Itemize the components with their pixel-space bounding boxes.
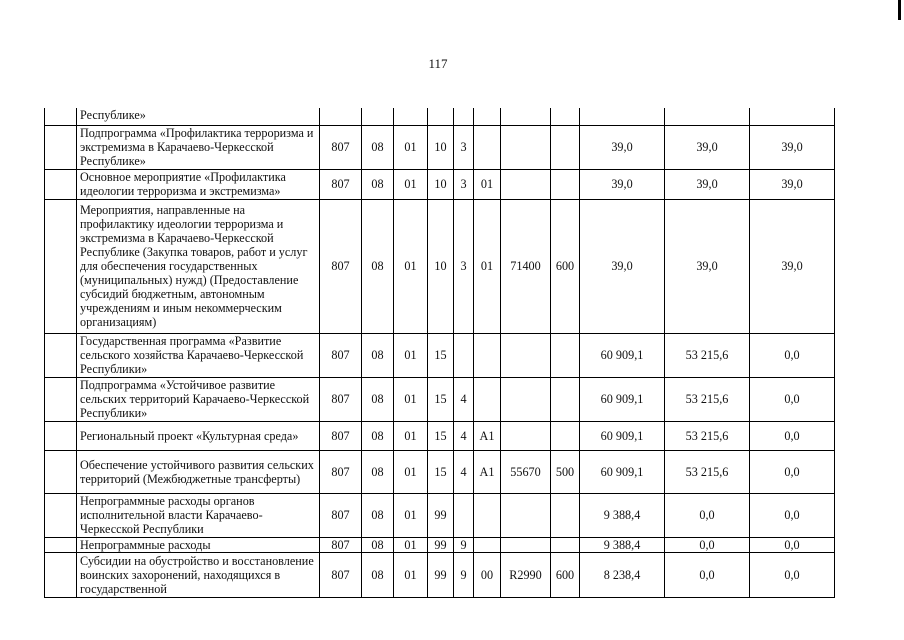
table-row xyxy=(45,125,835,169)
cell-cs-direction xyxy=(501,108,551,125)
cell-index xyxy=(45,537,77,552)
cell-sum-year2: 39,0 xyxy=(665,125,750,169)
cell-sum-year1: 39,0 xyxy=(580,169,665,199)
cell-sum-year3 xyxy=(750,108,835,125)
cell-cs-program: 99 xyxy=(428,552,454,597)
cell-sum-year1: 39,0 xyxy=(580,199,665,333)
cell-sum-year1: 60 909,1 xyxy=(580,450,665,493)
cell-cs-direction xyxy=(501,421,551,450)
cell-cs-subprogram: 4 xyxy=(454,377,474,421)
cell-cs-direction xyxy=(501,537,551,552)
cell-sum-year1: 60 909,1 xyxy=(580,333,665,377)
cell-cs-event xyxy=(474,333,501,377)
cell-sum-year2: 39,0 xyxy=(665,199,750,333)
cell-cs-event: А1 xyxy=(474,450,501,493)
cell-name: Непрограммные расходы органов исполнительной власти Карачаево-Черкесской Республики xyxy=(77,493,320,537)
cell-vr: 600 xyxy=(551,199,580,333)
cell-cs-program: 10 xyxy=(428,169,454,199)
cell-cs-subprogram: 3 xyxy=(454,125,474,169)
table-row xyxy=(45,421,835,450)
cell-cs-program xyxy=(428,108,454,125)
cell-vr: 600 xyxy=(551,552,580,597)
cell-sum-year2: 53 215,6 xyxy=(665,421,750,450)
cell-gr: 807 xyxy=(320,537,362,552)
cell-gr: 807 xyxy=(320,552,362,597)
cell-cs-event: А1 xyxy=(474,421,501,450)
cell-cs-event xyxy=(474,493,501,537)
cell-cs-program: 10 xyxy=(428,199,454,333)
cell-name: Мероприятия, направленные на профилактику идеологии терроризма и экстремизма в Карачаево-Черкесской Республике (Закупка товаров, работ и услуг для обеспечения государственных (муниципальных) нужд) (Предоставление субсидий бюджетным, автономным учреждениям и иным некоммерческим организациям) xyxy=(77,199,320,333)
cell-cs-direction: 55670 xyxy=(501,450,551,493)
cell-cs-event xyxy=(474,125,501,169)
cell-gr: 807 xyxy=(320,493,362,537)
cell-vr xyxy=(551,333,580,377)
budget-table xyxy=(44,108,835,598)
cell-cs-program: 99 xyxy=(428,537,454,552)
cell-gr: 807 xyxy=(320,377,362,421)
cell-gr: 807 xyxy=(320,450,362,493)
cell-cs-event: 00 xyxy=(474,552,501,597)
cell-name: Республике» xyxy=(77,108,320,125)
cell-cs-direction xyxy=(501,377,551,421)
cell-name: Субсидии на обустройство и восстановление воинских захоронений, находящихся в государственной xyxy=(77,552,320,597)
cell-sum-year1: 39,0 xyxy=(580,125,665,169)
page-number: 117 xyxy=(428,56,448,71)
cell-gr: 807 xyxy=(320,199,362,333)
cell-sum-year1: 8 238,4 xyxy=(580,552,665,597)
cell-pr: 01 xyxy=(394,333,428,377)
cell-rz xyxy=(362,108,394,125)
cell-name: Подпрограмма «Устойчивое развитие сельских территорий Карачаево-Черкесской Республики» xyxy=(77,377,320,421)
cell-pr: 01 xyxy=(394,169,428,199)
cell-name: Государственная программа «Развитие сельского хозяйства Карачаево-Черкесской Республики» xyxy=(77,333,320,377)
cell-index xyxy=(45,421,77,450)
cell-sum-year1 xyxy=(580,108,665,125)
cell-sum-year3: 0,0 xyxy=(750,450,835,493)
cell-sum-year2: 53 215,6 xyxy=(665,333,750,377)
cell-cs-direction xyxy=(501,125,551,169)
cell-cs-program: 15 xyxy=(428,421,454,450)
scan-edge-mark xyxy=(898,0,901,20)
cell-cs-subprogram xyxy=(454,108,474,125)
cell-index xyxy=(45,199,77,333)
table-row xyxy=(45,169,835,199)
cell-sum-year1: 60 909,1 xyxy=(580,421,665,450)
cell-cs-direction xyxy=(501,493,551,537)
cell-index xyxy=(45,552,77,597)
cell-sum-year1: 9 388,4 xyxy=(580,537,665,552)
table-row xyxy=(45,108,835,125)
cell-rz: 08 xyxy=(362,493,394,537)
cell-index xyxy=(45,169,77,199)
cell-name: Подпрограмма «Профилактика терроризма и экстремизма в Карачаево-Черкесской Республике» xyxy=(77,125,320,169)
cell-sum-year2: 39,0 xyxy=(665,169,750,199)
table-row xyxy=(45,450,835,493)
table-row xyxy=(45,552,835,597)
cell-index xyxy=(45,377,77,421)
cell-cs-subprogram xyxy=(454,493,474,537)
cell-rz: 08 xyxy=(362,537,394,552)
cell-sum-year3: 0,0 xyxy=(750,552,835,597)
cell-index xyxy=(45,125,77,169)
cell-vr xyxy=(551,421,580,450)
cell-sum-year2: 0,0 xyxy=(665,493,750,537)
cell-pr: 01 xyxy=(394,421,428,450)
cell-index xyxy=(45,493,77,537)
cell-vr xyxy=(551,377,580,421)
cell-rz: 08 xyxy=(362,421,394,450)
cell-name: Региональный проект «Культурная среда» xyxy=(77,421,320,450)
cell-cs-subprogram: 4 xyxy=(454,421,474,450)
cell-rz: 08 xyxy=(362,377,394,421)
cell-cs-subprogram: 9 xyxy=(454,537,474,552)
cell-sum-year3: 0,0 xyxy=(750,333,835,377)
cell-sum-year1: 9 388,4 xyxy=(580,493,665,537)
cell-sum-year3: 0,0 xyxy=(750,493,835,537)
cell-vr xyxy=(551,537,580,552)
cell-cs-subprogram: 9 xyxy=(454,552,474,597)
cell-sum-year2: 53 215,6 xyxy=(665,377,750,421)
cell-rz: 08 xyxy=(362,125,394,169)
cell-sum-year3: 39,0 xyxy=(750,169,835,199)
cell-cs-subprogram: 3 xyxy=(454,199,474,333)
table-row xyxy=(45,333,835,377)
cell-cs-direction xyxy=(501,169,551,199)
cell-sum-year2: 0,0 xyxy=(665,537,750,552)
cell-cs-event xyxy=(474,537,501,552)
cell-vr xyxy=(551,493,580,537)
cell-index xyxy=(45,333,77,377)
cell-cs-program: 10 xyxy=(428,125,454,169)
cell-sum-year3: 0,0 xyxy=(750,377,835,421)
table-row xyxy=(45,199,835,333)
cell-sum-year2: 0,0 xyxy=(665,552,750,597)
cell-gr: 807 xyxy=(320,169,362,199)
cell-pr: 01 xyxy=(394,125,428,169)
cell-vr xyxy=(551,125,580,169)
cell-vr: 500 xyxy=(551,450,580,493)
cell-pr: 01 xyxy=(394,493,428,537)
cell-gr xyxy=(320,108,362,125)
cell-pr: 01 xyxy=(394,552,428,597)
cell-sum-year3: 0,0 xyxy=(750,421,835,450)
cell-name: Обеспечение устойчивого развития сельских территорий (Межбюджетные трансферты) xyxy=(77,450,320,493)
cell-sum-year1: 60 909,1 xyxy=(580,377,665,421)
cell-pr: 01 xyxy=(394,537,428,552)
cell-cs-direction xyxy=(501,333,551,377)
cell-gr: 807 xyxy=(320,421,362,450)
cell-cs-subprogram xyxy=(454,333,474,377)
cell-vr xyxy=(551,169,580,199)
cell-sum-year3: 0,0 xyxy=(750,537,835,552)
cell-gr: 807 xyxy=(320,125,362,169)
cell-cs-subprogram: 3 xyxy=(454,169,474,199)
cell-vr xyxy=(551,108,580,125)
cell-rz: 08 xyxy=(362,169,394,199)
cell-rz: 08 xyxy=(362,199,394,333)
cell-cs-event: 01 xyxy=(474,199,501,333)
cell-rz: 08 xyxy=(362,333,394,377)
cell-pr xyxy=(394,108,428,125)
cell-name: Непрограммные расходы xyxy=(77,537,320,552)
cell-cs-subprogram: 4 xyxy=(454,450,474,493)
cell-sum-year3: 39,0 xyxy=(750,125,835,169)
cell-sum-year2: 53 215,6 xyxy=(665,450,750,493)
cell-name: Основное мероприятие «Профилактика идеологии терроризма и экстремизма» xyxy=(77,169,320,199)
table-row xyxy=(45,377,835,421)
cell-cs-direction: R2990 xyxy=(501,552,551,597)
cell-pr: 01 xyxy=(394,450,428,493)
cell-pr: 01 xyxy=(394,199,428,333)
table-row xyxy=(45,493,835,537)
cell-index xyxy=(45,450,77,493)
cell-gr: 807 xyxy=(320,333,362,377)
cell-index xyxy=(45,108,77,125)
cell-cs-program: 15 xyxy=(428,450,454,493)
cell-cs-program: 15 xyxy=(428,333,454,377)
cell-cs-event: 01 xyxy=(474,169,501,199)
cell-cs-program: 15 xyxy=(428,377,454,421)
cell-sum-year3: 39,0 xyxy=(750,199,835,333)
cell-cs-event xyxy=(474,108,501,125)
cell-cs-direction: 71400 xyxy=(501,199,551,333)
cell-rz: 08 xyxy=(362,552,394,597)
cell-cs-event xyxy=(474,377,501,421)
cell-cs-program: 99 xyxy=(428,493,454,537)
cell-sum-year2 xyxy=(665,108,750,125)
cell-rz: 08 xyxy=(362,450,394,493)
cell-pr: 01 xyxy=(394,377,428,421)
table-row xyxy=(45,537,835,552)
